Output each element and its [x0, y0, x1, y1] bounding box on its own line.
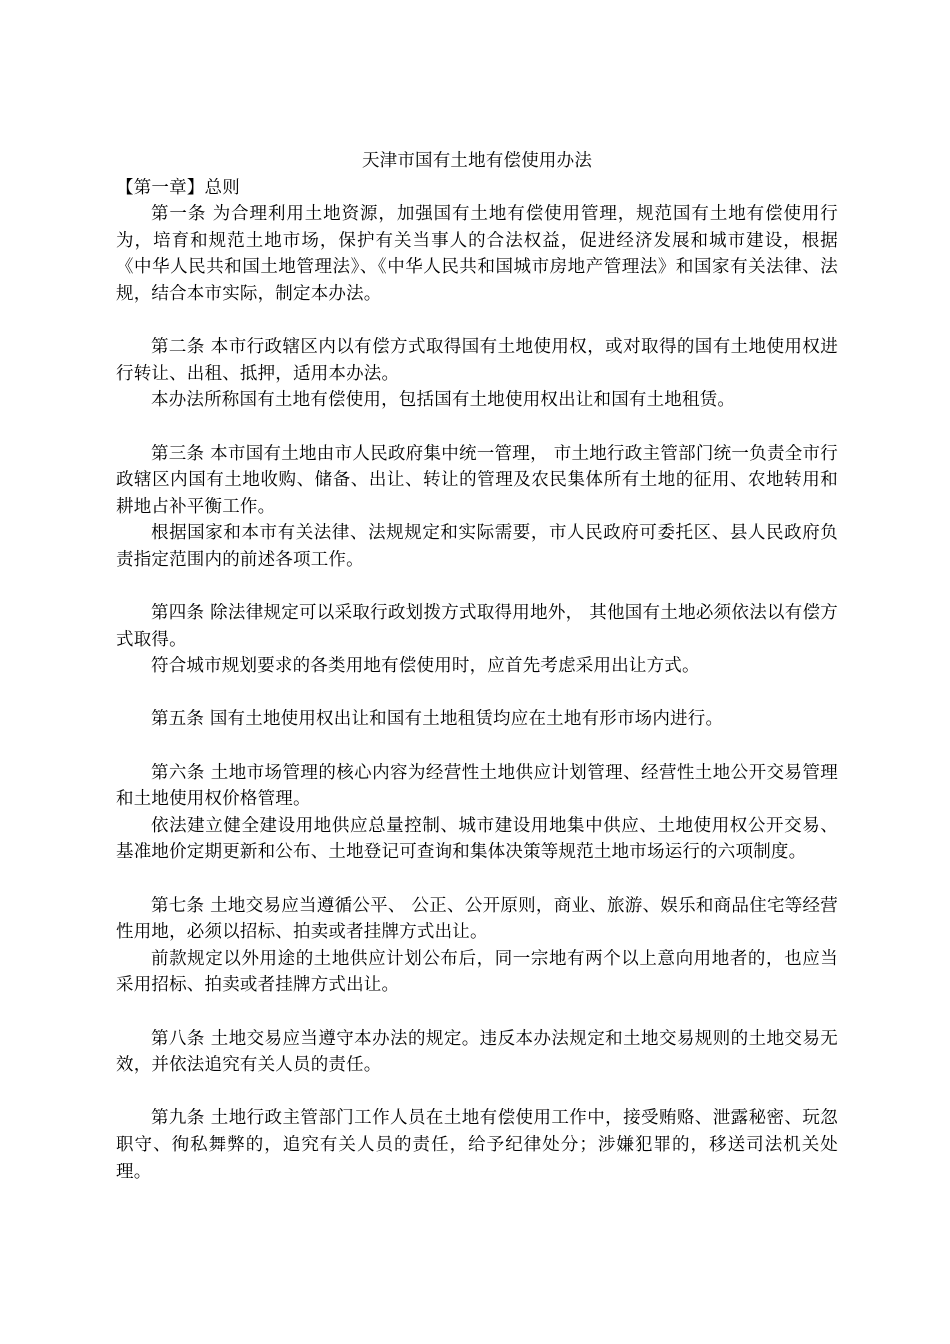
article-3 [116, 441, 838, 574]
article-8 [116, 1026, 838, 1079]
article-paragraph: 符合城市规划要求的各类用地有偿使用时，应首先考虑采用出让方式。 [151, 656, 700, 677]
article-paragraph: 前款规定以外用途的土地供应计划公布后，同一宗地有两个以上意向用地者的，也应当采用招标、拍卖或者挂牌方式出让。 [116, 948, 838, 996]
article-paragraph: 第三条 本市国有土地由市人民政府集中统一管理， 市土地行政主管部门统一负责全市行政辖区内国有土地收购、储备、出让、转让的管理及农民集体所有土地的征用、农地转用和耕地占补平衡工作。 [116, 443, 838, 517]
paragraph-gap [116, 733, 838, 760]
article-paragraph: 依法建立健全建设用地供应总量控制、城市建设用地集中供应、土地使用权公开交易、基准地价定期更新和公布、土地登记可查询和集体决策等规范土地市场运行的六项制度。 [116, 815, 838, 863]
article-paragraph: 第二条 本市行政辖区内以有偿方式取得国有土地使用权，或对取得的国有土地使用权进行转让、出租、抵押，适用本办法。 [116, 337, 838, 384]
article-paragraph: 第七条 土地交易应当遵循公平、 公正、公开原则，商业、旅游、娱乐和商品住宅等经营性用地，必须以招标、拍卖或者挂牌方式出让。 [116, 895, 838, 943]
paragraph-gap [116, 414, 838, 441]
paragraph-gap [116, 999, 838, 1026]
article-paragraph: 第五条 国有土地使用权出让和国有土地租赁均应在土地有形市场内进行。 [151, 709, 724, 730]
article-paragraph: 根据国家和本市有关法律、法规规定和实际需要，市人民政府可委托区、县人民政府负责指定范围内的前述各项工作。 [116, 523, 838, 570]
article-7 [116, 893, 838, 999]
article-paragraph: 第一条 为合理利用土地资源，加强国有土地有偿使用管理，规范国有土地有偿使用行为，培育和规范土地市场，保护有关当事人的合法权益，促进经济发展和城市建设，根据《中华人民共和国土地管理法》、《中华人民共和国城市房地产管理法》和国家有关法律、法规，结合本市实际，制定本办法。 [116, 204, 838, 304]
article-5 [116, 706, 838, 733]
chapter-heading: 【第一章】总则 [116, 177, 240, 198]
article-4 [116, 600, 838, 680]
article-paragraph: 第四条 除法律规定可以采取行政划拨方式取得用地外， 其他国有土地必须依法以有偿方式取得。 [116, 603, 838, 650]
article-paragraph: 第八条 土地交易应当遵守本办法的规定。违反本办法规定和土地交易规则的土地交易无效，并依法追究有关人员的责任。 [116, 1028, 838, 1076]
article-paragraph: 第九条 土地行政主管部门工作人员在土地有偿使用工作中，接受贿赂、泄露秘密、玩忽职守、徇私舞弊的，追究有关人员的责任，给予纪律处分；涉嫌犯罪的，移送司法机关处理。 [116, 1108, 838, 1182]
paragraph-gap [116, 680, 838, 707]
paragraph-gap [116, 1079, 838, 1106]
article-2 [116, 334, 838, 414]
paragraph-gap [116, 574, 838, 601]
article-paragraph: 第六条 土地市场管理的核心内容为经营性土地供应计划管理、经营性土地公开交易管理和土地使用权价格管理。 [116, 762, 838, 810]
article-9 [116, 1105, 838, 1185]
document-page [116, 148, 838, 1185]
paragraph-gap [116, 866, 838, 893]
article-6 [116, 760, 838, 866]
document-title: 天津市国有土地有偿使用办法 [361, 151, 593, 171]
article-paragraph: 本办法所称国有土地有偿使用，包括国有土地使用权出让和国有土地租赁。 [151, 390, 736, 411]
paragraph-gap [116, 308, 838, 335]
article-1 [116, 201, 838, 307]
